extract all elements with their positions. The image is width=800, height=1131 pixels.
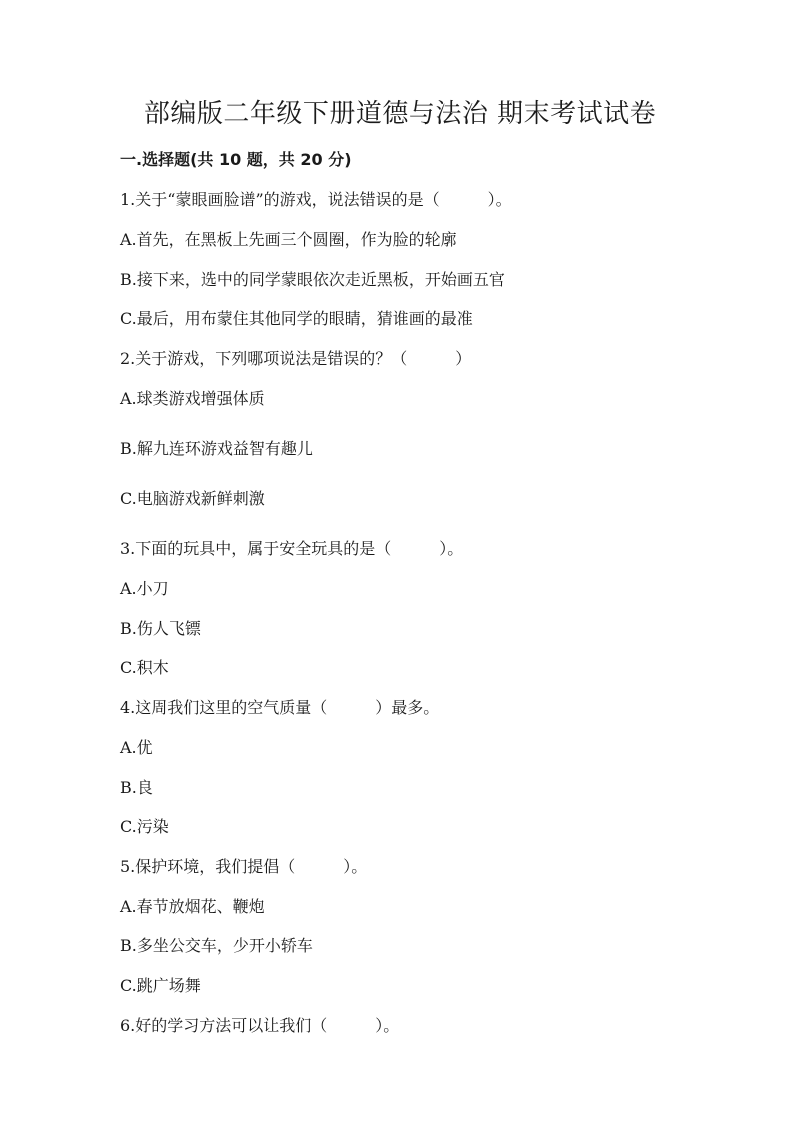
question-stem: 3.下面的玩具中，属于安全玩具的是（ ）。 bbox=[120, 539, 464, 558]
option-item: A.球类游戏增强体质 bbox=[120, 389, 265, 408]
option-item: A.优 bbox=[120, 738, 153, 757]
question-stem: 1.关于“蒙眼画脸谱”的游戏，说法错误的是（ ）。 bbox=[120, 190, 512, 209]
page-title: 部编版二年级下册道德与法治 期末考试试卷 bbox=[143, 99, 657, 129]
question-stem: 2.关于游戏，下列哪项说法是错误的？（ ） bbox=[120, 349, 472, 368]
option-item: B.接下来，选中的同学蒙眼依次走近黑板，开始画五官 bbox=[120, 270, 505, 289]
question-stem: 6.好的学习方法可以让我们（ ）。 bbox=[120, 1016, 400, 1035]
option-item: C.污染 bbox=[120, 817, 169, 836]
question-stem: 5.保护环境，我们提倡（ ）。 bbox=[120, 857, 368, 876]
option-item: C.跳广场舞 bbox=[120, 976, 201, 995]
option-item: C.电脑游戏新鲜刺激 bbox=[120, 489, 265, 508]
option-item: A.首先，在黑板上先画三个圆圈，作为脸的轮廓 bbox=[120, 230, 457, 249]
option-item: B.伤人飞镖 bbox=[120, 619, 201, 638]
option-item: C.最后，用布蒙住其他同学的眼睛，猜谁画的最准 bbox=[120, 309, 473, 328]
option-item: B.多坐公交车，少开小轿车 bbox=[120, 936, 313, 955]
option-item: B.解九连环游戏益智有趣儿 bbox=[120, 439, 313, 458]
option-item: A.小刀 bbox=[120, 579, 169, 598]
option-item: A.春节放烟花、鞭炮 bbox=[120, 897, 265, 916]
question-stem: 4.这周我们这里的空气质量（ ）最多。 bbox=[120, 698, 440, 717]
option-item: B.良 bbox=[120, 778, 153, 797]
option-item: C.积木 bbox=[120, 658, 169, 677]
section-heading: 一.选择题(共 10 题，共 20 分) bbox=[120, 150, 352, 169]
